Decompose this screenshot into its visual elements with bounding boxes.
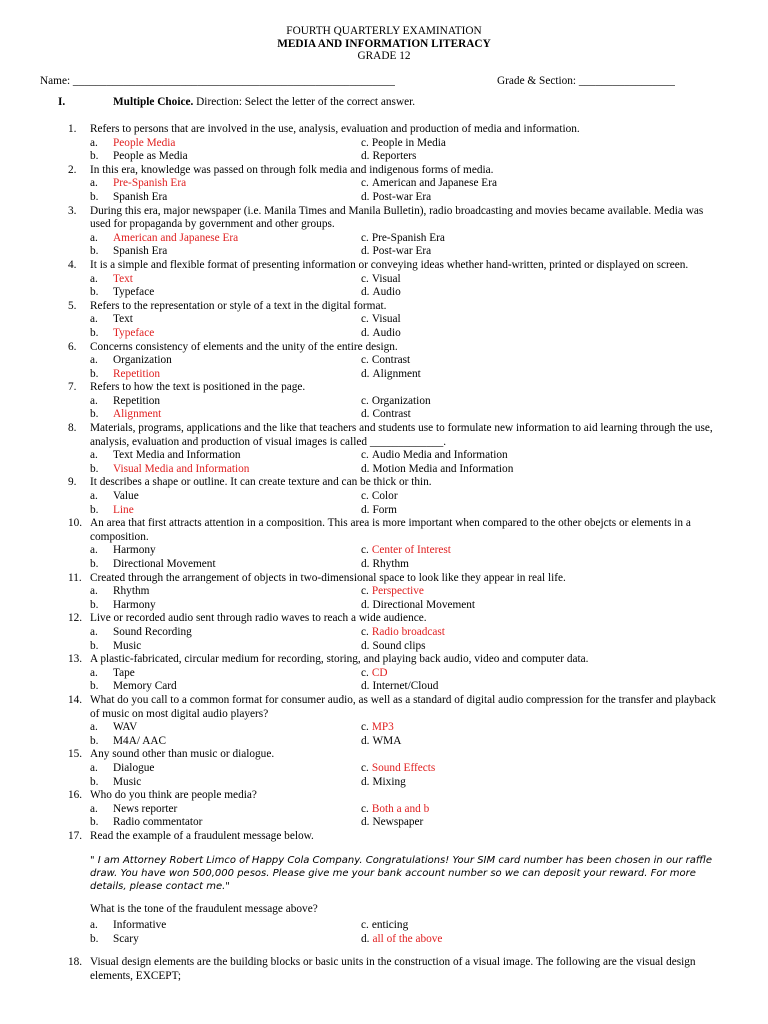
option-a: a. News reporter — [90, 802, 178, 815]
option-c-text: MP3 — [371, 721, 394, 734]
option-d-text: Directional Movement — [372, 598, 476, 611]
section-numeral: I. — [58, 96, 66, 108]
question-number: 10. — [68, 517, 83, 530]
option-row — [0, 558, 768, 572]
option-b: b. Alignment — [90, 408, 162, 421]
option-a-text: News reporter — [113, 802, 178, 815]
option-d-text: Audio — [372, 286, 401, 299]
question-item — [0, 381, 768, 422]
option-row — [0, 667, 768, 681]
option-a-text: Text — [113, 272, 133, 285]
option-b-text: Scary — [113, 932, 139, 945]
question-text-row — [0, 164, 768, 178]
option-b: b. Music — [90, 775, 142, 788]
question-text-row — [0, 748, 768, 762]
option-a-text: Organization — [113, 354, 172, 367]
option-row — [0, 776, 768, 790]
question-text: Concerns consistency of elements and the unity of the entire design. — [90, 340, 398, 353]
question-text: Any sound other than music or dialogue. — [90, 748, 275, 761]
option-b-text: Music — [113, 775, 142, 788]
question-text-row — [0, 476, 768, 490]
option-d: d. Mixing — [361, 775, 406, 788]
option-row — [0, 599, 768, 613]
question-text-row — [0, 517, 768, 544]
question-item — [0, 476, 768, 517]
option-d: d. Post-war Era — [361, 190, 432, 203]
question-item — [0, 341, 768, 382]
option-d-text: Post-war Era — [372, 190, 432, 203]
exam-title: FOURTH QUARTERLY EXAMINATION — [286, 25, 482, 37]
option-c: c. American and Japanese Era — [361, 177, 497, 190]
grade-level: GRADE 12 — [357, 50, 411, 62]
option-d: d. Rhythm — [361, 558, 409, 570]
option-row — [0, 735, 768, 749]
option-b-text: Repetition — [113, 367, 161, 380]
question-item — [0, 123, 768, 164]
question-text-row — [0, 300, 768, 314]
option-row — [0, 463, 768, 477]
option-d: d. Reporters — [361, 150, 417, 163]
option-row — [0, 680, 768, 694]
question-text: Visual design elements are the building blocks or basic units in the construction of a visual image. The following are the visual design elements, EXCEPT; — [90, 956, 696, 982]
option-d: d. Directional Movement — [361, 598, 476, 611]
option-b-text: Radio commentator — [113, 816, 203, 829]
option-row — [0, 585, 768, 599]
option-d-text: Mixing — [372, 775, 406, 788]
option-b: b. Scary — [90, 932, 139, 945]
option-a: a. Text — [90, 313, 133, 326]
question-text-row — [0, 956, 768, 983]
option-a-text: Dialogue — [113, 761, 155, 774]
option-c: c. Audio Media and Information — [361, 449, 508, 462]
option-row — [0, 640, 768, 654]
question-text-row — [0, 381, 768, 395]
option-d: d. all of the above — [361, 932, 443, 945]
option-c-text: American and Japanese Era — [371, 177, 497, 190]
option-a-text: WAV — [113, 721, 138, 734]
question-item — [0, 694, 768, 748]
option-d-text: Newspaper — [372, 816, 424, 829]
option-c-text: Pre-Spanish Era — [371, 231, 445, 244]
question-text-row — [0, 123, 768, 137]
option-a-text: Informative — [113, 919, 167, 932]
question-item — [0, 422, 768, 476]
option-b-text: Directional Movement — [113, 558, 216, 570]
question-text-row — [0, 830, 768, 844]
option-c: c. CD — [361, 666, 388, 679]
section-heading — [58, 96, 415, 110]
question-number: 4. — [68, 258, 77, 271]
option-c: c. Visual — [361, 272, 401, 285]
option-a: a. Dialogue — [90, 761, 155, 774]
option-c: c. Pre-Spanish Era — [361, 231, 445, 244]
option-d: d. Internet/Cloud — [361, 680, 439, 693]
section-label: Multiple Choice. — [113, 96, 194, 108]
question-list — [0, 123, 768, 983]
question-text: Read the example of a fraudulent message below. — [90, 829, 314, 842]
option-c-text: Contrast — [371, 354, 411, 367]
question-text: It describes a shape or outline. It can create texture and can be thick or thin. — [90, 476, 432, 489]
option-a-text: Text — [113, 313, 133, 326]
question-text-row — [0, 612, 768, 626]
option-b: b. Spanish Era — [90, 190, 168, 203]
option-row — [0, 803, 768, 817]
question-text: What do you call to a common format for consumer audio, as well as a standard of digital audio compression for the transfer and playback of music on most digital audio players? — [90, 693, 716, 720]
option-row — [0, 232, 768, 246]
option-a: a. Value — [90, 490, 139, 503]
option-b-text: Typeface — [113, 326, 155, 339]
question-text: Who do you think are people media? — [90, 789, 257, 802]
option-row — [0, 354, 768, 368]
option-d-text: Motion Media and Information — [372, 462, 514, 475]
option-d: d. Post-war Era — [361, 245, 432, 258]
option-d-text: Audio — [372, 326, 401, 339]
question-text-row — [0, 205, 768, 232]
option-row — [0, 721, 768, 735]
question-text: Refers to the representation or style of a text in the digital format. — [90, 299, 387, 312]
option-d-text: Form — [372, 503, 397, 516]
option-b: b. Harmony — [90, 598, 156, 611]
question-text: In this era, knowledge was passed on through folk media and indigenous forms of media. — [90, 163, 494, 176]
question-item — [0, 956, 768, 983]
question-text: Created through the arrangement of objects in two-dimensional space to look like they appear in real life. — [90, 571, 566, 584]
option-b: b. Typeface — [90, 326, 155, 339]
option-c: c. People in Media — [361, 136, 446, 149]
option-a: a. WAV — [90, 721, 138, 734]
option-c-text: Organization — [371, 394, 431, 407]
option-row — [0, 395, 768, 409]
option-a: a. Informative — [90, 919, 167, 932]
question-text: An area that first attracts attention in a composition. This area is more important when compared to the other obejcts or elements in a composition. — [90, 517, 691, 543]
option-a: a. Pre-Spanish Era — [90, 177, 187, 190]
option-row — [0, 368, 768, 382]
option-d: d. Sound clips — [361, 639, 426, 652]
option-row — [0, 286, 768, 300]
option-row — [0, 137, 768, 151]
option-c: c. Radio broadcast — [361, 625, 445, 638]
question-number: 1. — [68, 123, 77, 135]
option-c-text: Sound Effects — [371, 761, 436, 774]
question-item — [0, 259, 768, 300]
option-a: a. Repetition — [90, 394, 161, 407]
option-a-text: People Media — [113, 136, 176, 149]
option-d-text: Rhythm — [372, 558, 409, 570]
question-number: 16. — [68, 789, 83, 802]
question-text: It is a simple and flexible format of presenting information or conveying ideas whether hand-written, printed or displayed on screen. — [90, 258, 689, 271]
question-text: During this era, major newspaper (i.e. Manila Times and Manila Bulletin), radio broadcasting and movies became available. Media was used for propaganda by government and other groups. — [90, 204, 704, 231]
option-a: a. Harmony — [90, 544, 156, 557]
option-a-text: Text Media and Information — [113, 449, 241, 462]
option-row — [0, 816, 768, 830]
option-d-text: Contrast — [372, 408, 411, 421]
question-text-row — [0, 789, 768, 803]
option-row — [0, 313, 768, 327]
question-text-row — [0, 653, 768, 667]
question-text-row — [0, 572, 768, 586]
option-b-text: Line — [113, 503, 134, 516]
option-row — [0, 504, 768, 518]
option-d-text: WMA — [372, 734, 402, 747]
option-b: b. Repetition — [90, 367, 161, 380]
option-d-text: Reporters — [372, 150, 417, 163]
option-d: d. Alignment — [361, 367, 421, 380]
option-a-text: Harmony — [113, 544, 156, 557]
option-c: c. enticing — [361, 919, 409, 932]
option-c: c. Color — [361, 490, 398, 503]
grade-section-field: Grade & Section: _________________ — [497, 75, 675, 87]
question-item — [0, 164, 768, 205]
option-d: d. Motion Media and Information — [361, 462, 514, 475]
question-text: Refers to persons that are involved in the use, analysis, evaluation and production of media and information. — [90, 123, 580, 135]
option-c-text: Center of Interest — [371, 544, 451, 557]
question-number: 12. — [68, 612, 83, 625]
question-number: 7. — [68, 381, 77, 394]
option-row — [0, 490, 768, 504]
section-direction: Direction: Select the letter of the correct answer. — [193, 96, 416, 108]
option-c-text: Visual — [371, 272, 401, 285]
option-row — [0, 626, 768, 640]
option-c: c. Sound Effects — [361, 761, 436, 774]
option-row — [0, 191, 768, 205]
option-a: a. People Media — [90, 136, 176, 149]
option-b: b. Visual Media and Information — [90, 462, 250, 475]
option-d: d. Audio — [361, 326, 401, 339]
option-c-text: CD — [371, 666, 388, 679]
question-text-row — [0, 259, 768, 273]
question-text: Live or recorded audio sent through radio waves to reach a wide audience. — [90, 612, 427, 625]
option-d: d. Newspaper — [361, 816, 424, 829]
option-d: d. Form — [361, 503, 397, 516]
question-number: 18. — [68, 956, 83, 969]
question-number: 13. — [68, 653, 83, 666]
option-c: c. Organization — [361, 394, 431, 407]
question-number: 3. — [68, 204, 77, 217]
option-c-text: Audio Media and Information — [371, 449, 508, 462]
student-info-line — [40, 75, 730, 89]
option-a: a. Sound Recording — [90, 625, 192, 638]
question-item — [0, 830, 768, 946]
question-text: A plastic-fabricated, circular medium for recording, storing, and playing back audio, video and computer data. — [90, 653, 589, 666]
option-b-text: Music — [113, 639, 142, 652]
option-a: a. Rhythm — [90, 585, 150, 598]
option-a: a. Tape — [90, 666, 135, 679]
option-b: b. Radio commentator — [90, 816, 203, 829]
exam-header — [0, 25, 768, 63]
question-item — [0, 612, 768, 653]
option-row — [0, 150, 768, 164]
option-b-text: Memory Card — [113, 680, 177, 693]
option-b: b. Spanish Era — [90, 245, 168, 258]
option-a-text: Value — [113, 490, 139, 503]
option-b-text: People as Media — [113, 150, 188, 163]
option-c-text: Radio broadcast — [371, 625, 445, 638]
option-b-text: Spanish Era — [113, 190, 168, 203]
question-item — [0, 205, 768, 259]
option-b: b. Music — [90, 639, 142, 652]
option-b-text: Spanish Era — [113, 245, 168, 258]
option-row — [0, 327, 768, 341]
option-c: c. Visual — [361, 313, 401, 326]
question-number: 11. — [68, 571, 82, 584]
option-b-text: Visual Media and Information — [113, 462, 250, 475]
question-item — [0, 653, 768, 694]
question-number: 9. — [68, 476, 77, 489]
option-row — [0, 177, 768, 191]
question-number: 6. — [68, 340, 77, 353]
option-b-text: Typeface — [113, 286, 155, 299]
option-d: d. Contrast — [361, 408, 411, 421]
option-c-text: Visual — [371, 313, 401, 326]
option-c: c. Perspective — [361, 585, 424, 598]
spacer — [0, 946, 768, 956]
question-number: 8. — [68, 422, 77, 435]
option-a-text: Repetition — [113, 394, 161, 407]
option-row — [0, 449, 768, 463]
option-a: a. American and Japanese Era — [90, 231, 239, 244]
option-row — [0, 245, 768, 259]
question-text: Refers to how the text is positioned in the page. — [90, 381, 306, 394]
option-a: a. Text — [90, 272, 133, 285]
option-b: b. Line — [90, 503, 134, 516]
option-c-text: People in Media — [371, 136, 446, 149]
option-b: b. Memory Card — [90, 680, 177, 693]
question-item — [0, 517, 768, 571]
option-d-text: all of the above — [372, 932, 443, 945]
option-c-text: Color — [371, 490, 398, 503]
option-row — [0, 273, 768, 287]
option-d: d. WMA — [361, 734, 402, 747]
option-c: c. MP3 — [361, 721, 394, 734]
question-text: Materials, programs, applications and the like that teachers and students use to formulate new information to aid learning through the use, analysis, evaluation and production of visual images is called _____________. — [90, 422, 713, 448]
question-item — [0, 789, 768, 830]
option-b: b. Directional Movement — [90, 558, 216, 570]
option-c-text: enticing — [371, 919, 409, 932]
option-a-text: Tape — [113, 666, 135, 679]
question-number: 2. — [68, 163, 77, 176]
option-b: b. M4A/ AAC — [90, 734, 167, 747]
option-d-text: Post-war Era — [372, 245, 432, 258]
question-item — [0, 300, 768, 341]
option-c-text: Both a and b — [371, 802, 430, 815]
fraudulent-message-quote: " I am Attorney Robert Limco of Happy Cola Company. Congratulations! Your SIM card number has been chosen in our raffle draw. You have won 500,000 pesos. Please give me your bank account number so we can deposit your reward. For more details, please contact me." — [90, 855, 713, 893]
option-d-text: Alignment — [372, 367, 421, 380]
option-row — [0, 933, 768, 947]
question-text-row — [0, 694, 768, 721]
option-a-text: Sound Recording — [113, 625, 192, 638]
option-d-text: Internet/Cloud — [372, 680, 439, 693]
question-number: 14. — [68, 693, 83, 706]
option-b: b. Typeface — [90, 286, 155, 299]
question-text-row — [0, 341, 768, 355]
option-b: b. People as Media — [90, 150, 188, 163]
option-d: d. Audio — [361, 286, 401, 299]
sub-question-text: What is the tone of the fraudulent message above? — [90, 903, 318, 916]
question-item — [0, 748, 768, 789]
option-a-text: Pre-Spanish Era — [113, 177, 187, 190]
question-number: 17. — [68, 829, 83, 842]
option-row — [0, 544, 768, 558]
option-row — [0, 919, 768, 933]
question-number: 5. — [68, 299, 77, 312]
option-row — [0, 762, 768, 776]
option-b-text: Alignment — [113, 408, 162, 421]
question-item — [0, 572, 768, 613]
option-a-text: Rhythm — [113, 585, 150, 598]
option-c: c. Center of Interest — [361, 544, 451, 557]
name-field: Name: _________________________________________________________ — [40, 75, 395, 87]
question-text-row — [0, 422, 768, 449]
option-a: a. Organization — [90, 354, 172, 367]
option-row — [0, 408, 768, 422]
subject-title: MEDIA AND INFORMATION LITERACY — [277, 37, 491, 50]
option-a-text: American and Japanese Era — [113, 231, 239, 244]
option-c: c. Contrast — [361, 354, 411, 367]
option-c: c. Both a and b — [361, 802, 430, 815]
option-d-text: Sound clips — [372, 639, 426, 652]
option-b-text: M4A/ AAC — [113, 734, 167, 747]
option-b-text: Harmony — [113, 598, 156, 611]
option-a: a. Text Media and Information — [90, 449, 241, 462]
question-number: 15. — [68, 748, 83, 761]
option-c-text: Perspective — [371, 585, 424, 598]
